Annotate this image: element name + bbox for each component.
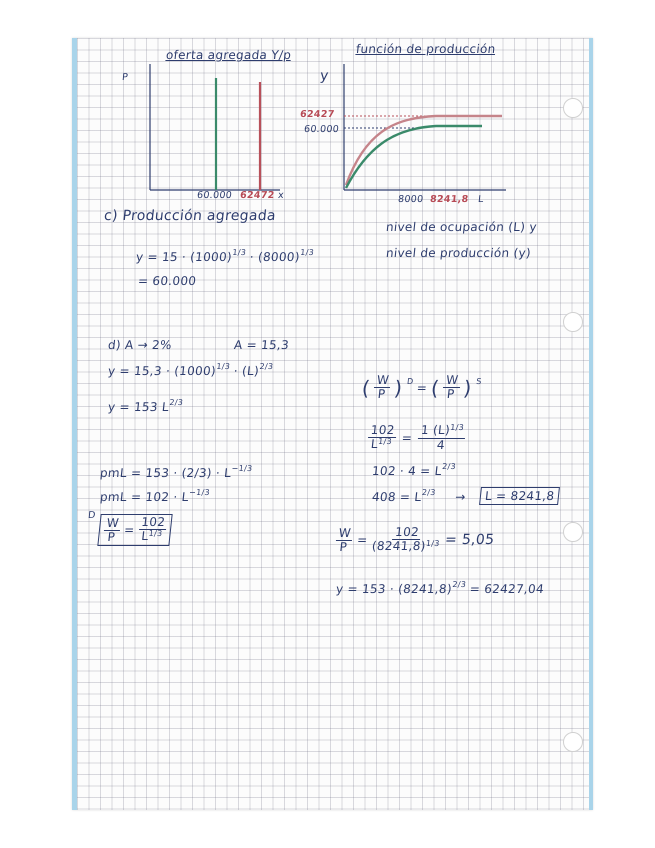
section-c-note-1: nivel de ocupación (L) y [385,220,538,234]
left-tick-green: 60.000 [196,190,233,201]
right-graph-y-label: y [319,68,330,84]
demand-marker: D [87,510,97,521]
left-graph-y-label: P [121,72,129,83]
section-c-note-2: nivel de producción (y) [385,246,532,260]
labor-result-box: L = 8241,8 [479,487,560,505]
right-graph-title: función de producción [355,42,497,56]
pml-line-1: pmL = $153 \cdot (2/3) \cdot L^{-1/3}$ [99,464,253,480]
binder-hole [563,98,583,118]
final-output-line: $y = 153 \cdot (8241,8)^{2/3} = 62427,04$ [335,580,545,596]
real-wage-line: $\frac{W}{P}$ = $\frac{102}{(8241,8)^{1/3}}$ = 5,05 [335,526,496,554]
equilibrium-condition: ( W P ) D = ( W P ) S [360,373,483,401]
right-tick-x-red: 8241,8 [429,194,470,205]
section-c-equation-2: = 60.000 [137,274,198,288]
section-c-equation-1: $y = 15 \cdot (1000)^{1/3} \cdot (8000)^{1/3}$ [135,248,315,264]
binder-hole [563,522,583,542]
right-graph [336,60,511,200]
section-d-line-1a: d) A → 2% [107,338,173,352]
left-graph [140,60,290,200]
right-tick-y-red: 62427 [299,109,336,120]
right-tick-x-green: 8000 [397,194,424,205]
labor-demand-box: $\frac{W}{P}$ = $\frac{102}{L^{1/3}}$ [97,514,173,546]
section-d-line-2: $y = 15,3 \cdot (1000)^{1/3} \cdot (L)^{2/3}$ [107,362,274,378]
right-tick-y-green: 60.000 [303,124,340,135]
section-c-heading: c) Producción agregada [103,208,277,224]
solve-line-b: $408 = L^{2/3}$ → [371,488,467,504]
production-curve-green [346,126,482,188]
fraction-equation: $\frac{102}{L^{1/3}}$ = $\frac{1 (L)^{1/3}}{4}$ [367,424,467,452]
left-tick-red: 62472 [239,190,276,201]
solve-line-a: $102 \cdot 4 = L^{2/3}$ [371,462,457,478]
left-graph-x-label: x [277,190,285,201]
binder-hole [563,732,583,752]
section-d-line-3: y = 153 $L^{2/3}$ [107,398,184,414]
pml-line-2: pmL = $102 \cdot L^{-1/3}$ [99,488,211,504]
binder-hole [563,312,583,332]
section-d-line-1b: A = 15,3 [233,338,290,352]
left-graph-title: oferta agregada Y/p [165,48,292,62]
right-graph-x-label: L [477,194,485,205]
